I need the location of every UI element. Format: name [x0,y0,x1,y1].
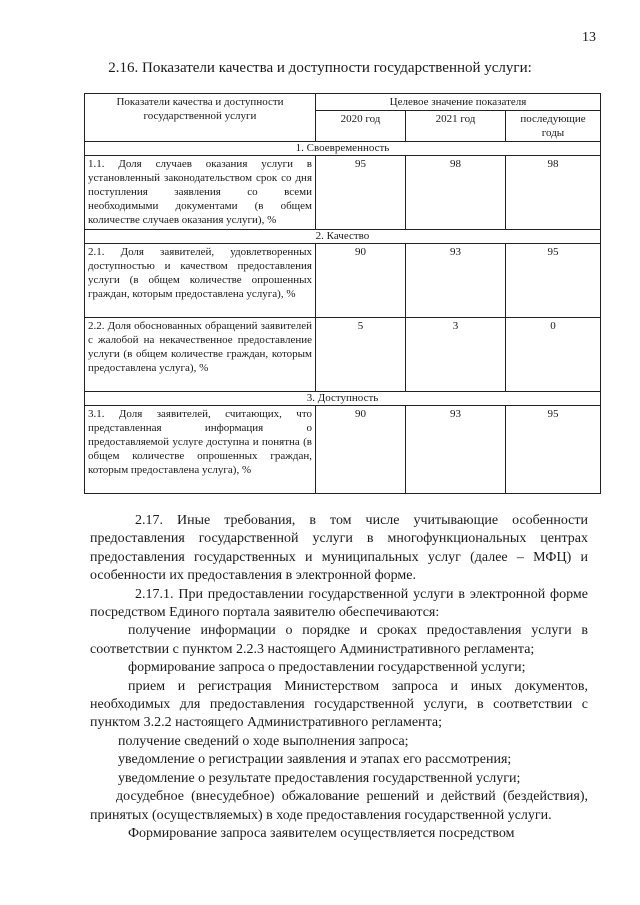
table-row [85,156,601,230]
indicator-cell: 3.1. Доля заявителей, считающих, что представленная информация о предоставляемой услуге доступна и понятна (в общем количестве опрошенных граждан, которым предоставлена услуга), % [85,406,316,494]
header-year-2020: 2020 год [316,111,406,142]
value-next: 95 [506,244,601,318]
page-number: 13 [582,30,596,45]
section-title: 2.16. Показатели качества и доступности государственной услуги: [108,60,532,76]
paragraph-2-17: 2.17. Иные требования, в том числе учитывающие особенности предоставления государственной услуги в многофункциональных центрах предоставления государственных и муниципальных услуг (далее – МФЦ) и особенности их предоставления в электронной форме. [90,513,588,584]
value-2021: 93 [406,406,506,494]
header-year-next: последующие годы [506,111,601,142]
table-row [85,244,601,318]
value-2020: 95 [316,156,406,230]
value-2020: 5 [316,318,406,392]
list-item: получение сведений о ходе выполнения запроса; [118,733,409,749]
value-next: 0 [506,318,601,392]
indicators-table [84,93,601,494]
value-next: 95 [506,406,601,494]
list-item: формирование запроса о предоставлении государственной услуги; [128,660,526,676]
indicator-cell: 2.1. Доля заявителей, удовлетворенных доступностью и качеством предоставления услуги (в общем количестве опрошенных граждан, которым предоставлена услуга), % [85,244,316,318]
table-row [85,318,601,392]
list-item: уведомление о результате предоставления государственной услуги; [118,770,521,786]
value-next: 98 [506,156,601,230]
header-indicator: Показатели качества и доступности государственной услуги [85,94,316,142]
value-2020: 90 [316,406,406,494]
value-2020: 90 [316,244,406,318]
value-2021: 3 [406,318,506,392]
list-item: прием и регистрация Министерством запроса и иных документов, необходимых для предоставления государственной услуги, в соответствии с пунктом 3.2.2 настоящего Административного регламента; [90,678,588,731]
header-year-2021: 2021 год [406,111,506,142]
list-item: уведомление о регистрации заявления и этапах его рассмотрения; [118,752,512,768]
value-2021: 98 [406,156,506,230]
group-title-quality: 2. Качество [85,230,601,244]
body-text [90,512,588,843]
list-item: получение информации о порядке и сроках предоставления услуги в соответствии с пунктом 2.2.3 настоящего Административного регламента; [90,623,588,657]
list-item: досудебное (внесудебное) обжалование решений и действий (бездействия), принятых (осуществляемых) в ходе предоставления государственной услуги. [90,789,588,823]
indicator-cell: 2.2. Доля обоснованных обращений заявителей с жалобой на некачественное предоставление услуги (в общем количестве граждан, которым предоставлена услуга), % [85,318,316,392]
value-2021: 93 [406,244,506,318]
paragraph-request-formation: Формирование запроса заявителем осуществляется посредством [128,825,515,841]
header-target: Целевое значение показателя [316,94,601,111]
group-title-timeliness: 1. Своевременность [85,142,601,156]
table-row [85,406,601,494]
indicator-cell: 1.1. Доля случаев оказания услуги в установленный законодательством срок со дня поступления заявления со всеми необходимыми документами (в общем количестве случаев оказания услуги), % [85,156,316,230]
paragraph-2-17-1: 2.17.1. При предоставлении государственной услуги в электронной форме посредством Единого портала заявителю обеспечиваются: [90,586,588,621]
group-title-accessibility: 3. Доступность [85,392,601,406]
